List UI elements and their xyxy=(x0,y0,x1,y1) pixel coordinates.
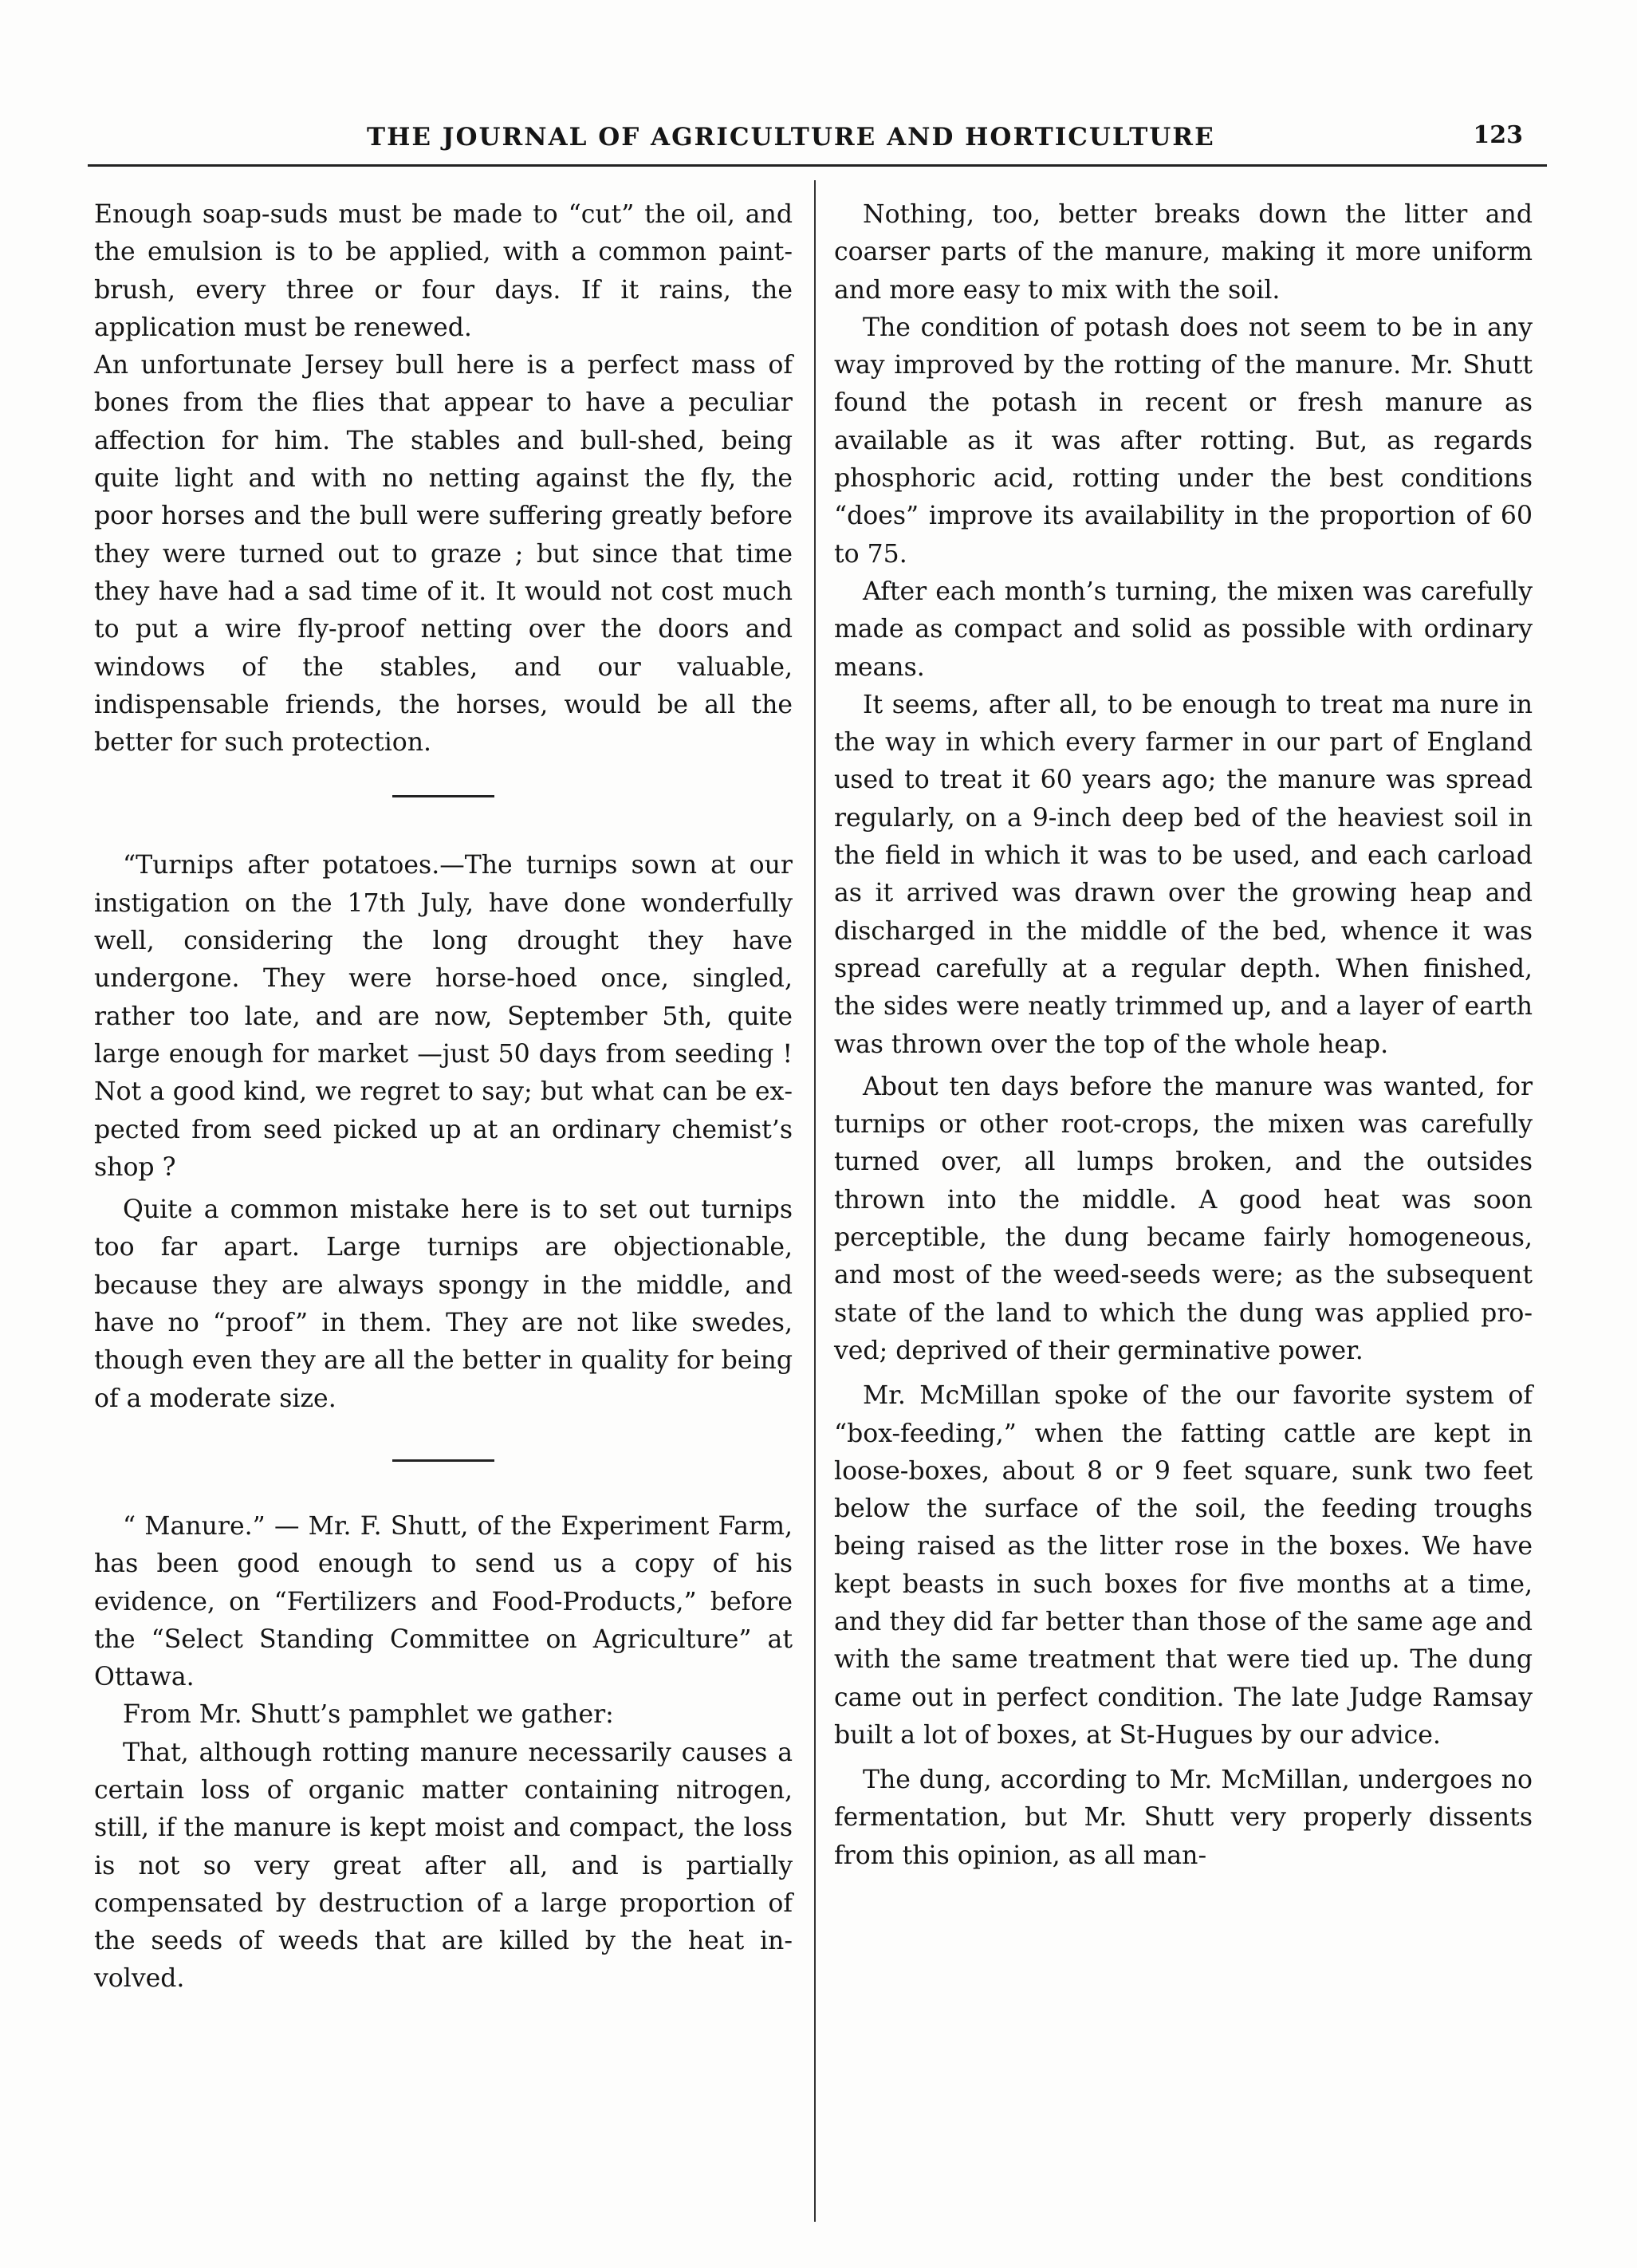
paragraph-rotting-manure: That, although rotting manure necessarily causes a certain loss of organic matter containing nitrogen, still, if the manure is kept moist and compact, the loss is not so very great after all, and is partially compensated by destruction of a large proportion of the seeds of weeds that are killed by the heat involved. xyxy=(94,1738,793,1994)
paragraph-treat-manure: It seems, after all, to be enough to treat ma nure in the way in which every farmer in our part of England used to treat it 60 years ago; the manure was spread regularly, on a 9-inch deep bed of the heaviest soil in the field in which it was to be used, and each carload as it arrived was drawn over the growing heap and discharged in the middle of the bed, whence it was spread carefully at a regular depth. When finished, the sides were neatly trimmed up, and a layer of earth was thrown over the top of the whole heap. xyxy=(834,690,1533,1059)
journal-title: THE JOURNAL OF AGRICULTURE AND HORTICULTURE xyxy=(367,123,1215,152)
paragraph-fermentation: The dung, according to Mr. McMillan, undergoes no fermentation, but Mr. Shutt very properly dissents from this opinion, as all man- xyxy=(834,1766,1533,1870)
paragraph-box-feeding: Mr. McMillan spoke of the our favorite system of “box-feeding,” when the fatting cattle are kept in loose-boxes, about 8 or 9 feet square, sunk two feet below the surface of the soil, the feeding troughs being raised as the litter rose in the boxes. We have kept beasts in such boxes for five months at a time, and they did far better than those of the same age and with the same treatment that were tied up. The dung came out in perfect condition. The late Judge Ramsay built a lot of boxes, at St-Hugues by our advice. xyxy=(834,1381,1533,1750)
paragraph-pamphlet: From Mr. Shutt’s pamphlet we gather: xyxy=(123,1700,614,1730)
section-separator xyxy=(392,795,494,797)
paragraph-soap-suds: Enough soap-suds must be made to “cut” the oil, and the emulsion is to be applied, with a common paint-brush, every three or four days. If it rains, the application must be renewed. xyxy=(94,200,793,342)
paragraph-mixen: After each month’s turning, the mixen was carefully made as compact and solid as possible with ordinary means. xyxy=(834,577,1533,682)
header-rule xyxy=(88,164,1547,167)
section-separator xyxy=(392,1459,494,1462)
running-head xyxy=(88,118,1547,166)
left-column xyxy=(94,196,793,1998)
column-divider xyxy=(814,180,816,2222)
paragraph-jersey-bull: An unfortunate Jersey bull here is a perfect mass of bones from the flies that appear to have a peculiar affection for him. The stables and bull-shed, being quite light and with no netting against the fly, the poor horses and the bull were suffering greatly before they were turned out to graze ; but since that time they have had a sad time of it. It would not cost much to put a wire fly-proof netting over the doors and windows of the stables, and our valuable, indispensable friends, the horses, would be all the better for such protection. xyxy=(94,351,793,758)
paragraph-ten-days: About ten days before the manure was wanted, for turnips or other root-crops, the mixen was carefully turned over, all lumps broken, and the outsides thrown into the middle. A good heat was soon perceptible, the dung became fairly homogeneous, and most of the weed-seeds were; as the subsequent state of the land to which the dung was applied proved; deprived of their germinative power. xyxy=(834,1072,1533,1365)
paragraph-turnips-spacing: Quite a common mistake here is to set out turnips too far apart. Large turnips are objectionable, because they are always spongy in the middle, and have no “proof” in them. They are not like swedes, though even they are all the better in quality for being of a moderate size. xyxy=(94,1195,793,1413)
right-column xyxy=(834,196,1533,1875)
paragraph-manure-intro: “ Manure.” — Mr. F. Shutt, of the Experiment Farm, has been good enough to send us a copy of his evidence, on “Fertilizers and Food-Products,” before the “Select Standing Committee on Agriculture” at Ottawa. xyxy=(94,1511,793,1692)
paragraph-turnips-after-potatoes: “Turnips after potatoes.—The turnips sown at our instigation on the 17th July, have done wonderfully well, considering the long drought they have undergone. They were horse-hoed once, singled, rather too late, and are now, September 5th, quite large enough for market —just 50 days from seeding ! Not a good kind, we regret to say; but what can be expected from seed picked up at an ordinary chemist’s shop ? xyxy=(94,851,793,1182)
paragraph-litter: Nothing, too, better breaks down the litter and coarser parts of the manure, making it more uniform and more easy to mix with the soil. xyxy=(834,200,1533,305)
paragraph-potash: The condition of potash does not seem to be in any way improved by the rotting of the manure. Mr. Shutt found the potash in recent or fresh manure as available as it was after rotting. But, as regards phosphoric acid, rotting under the best conditions “does” improve its availability in the proportion of 60 to 75. xyxy=(834,313,1533,569)
page-number: 123 xyxy=(1473,121,1523,149)
